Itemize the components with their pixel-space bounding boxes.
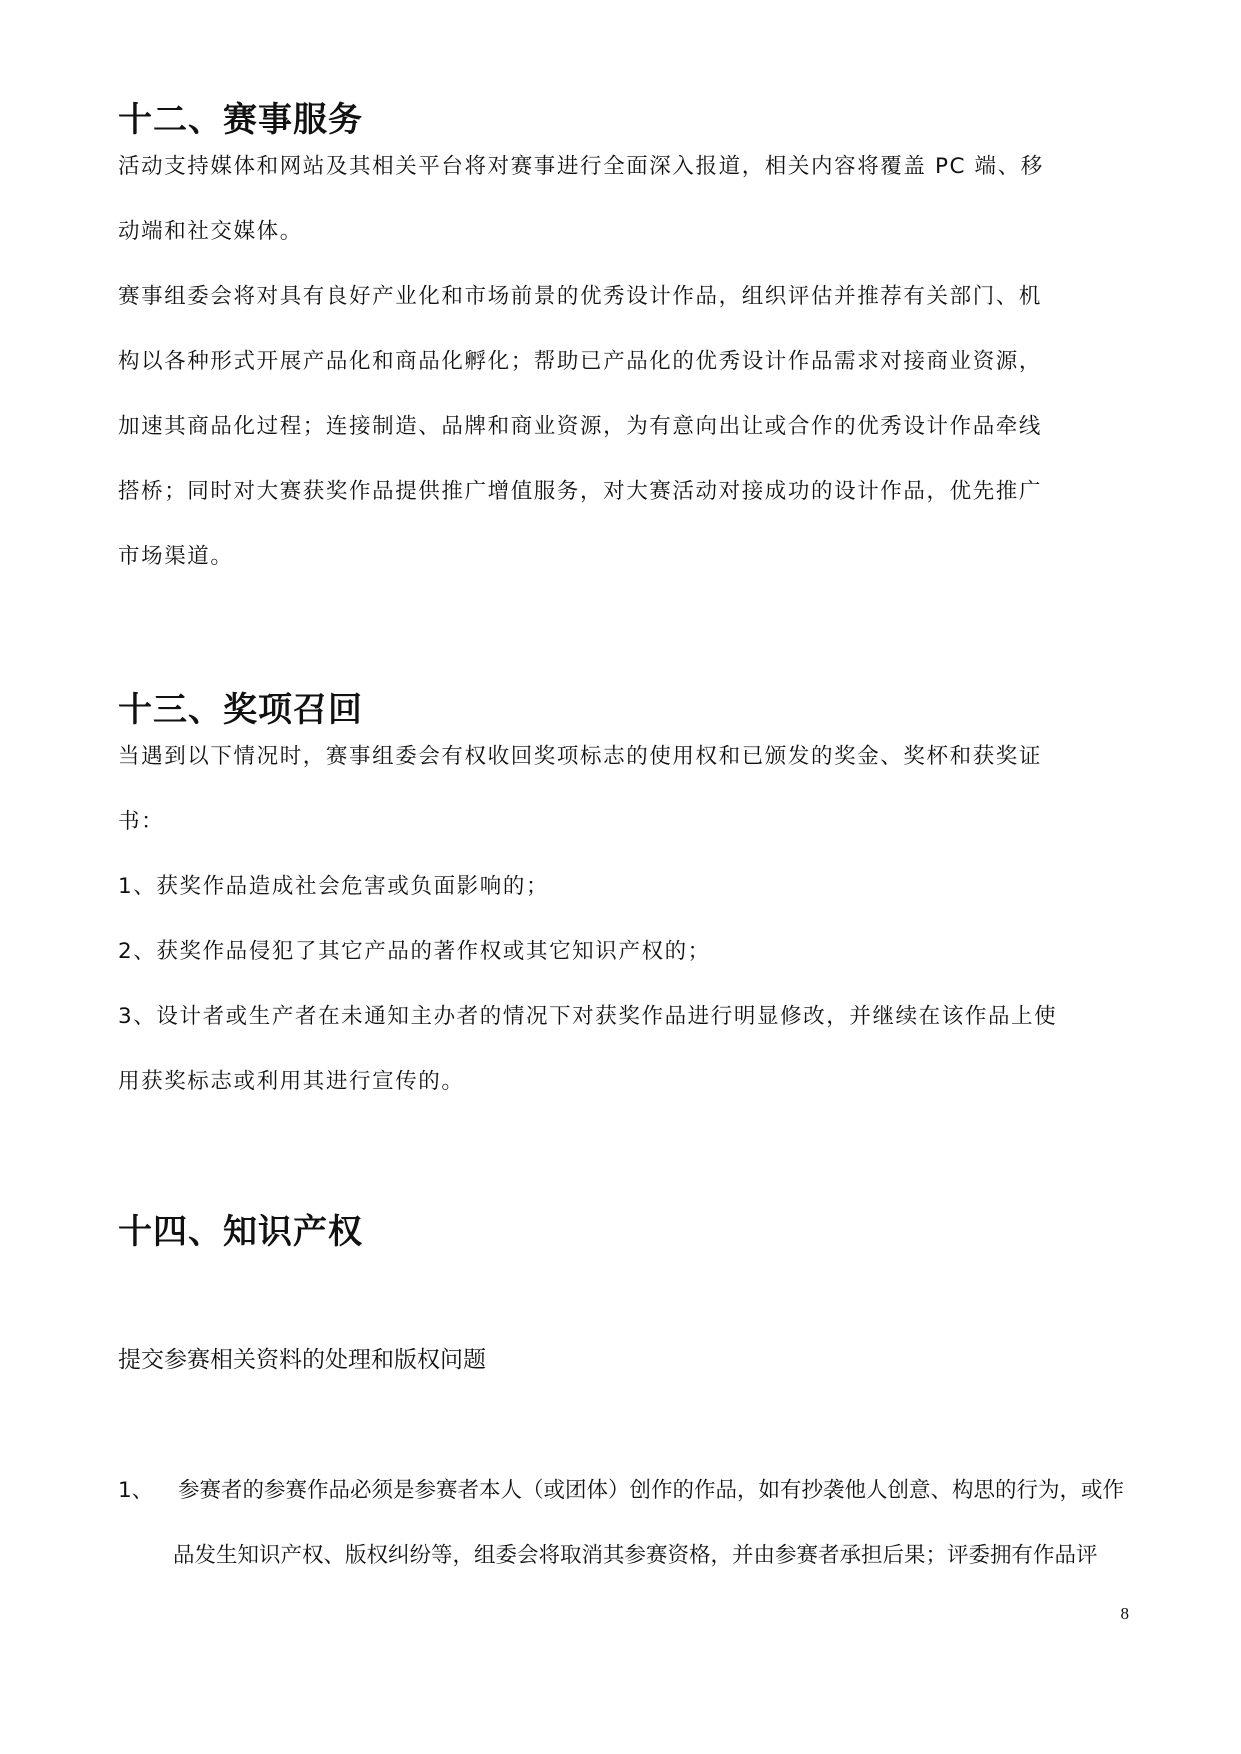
paragraph-line: 动端和社交媒体。 xyxy=(118,219,303,244)
list-item: 3、设计者或生产者在未通知主办者的情况下对获奖作品进行明显修改，并继续在该作品上使 xyxy=(118,1004,1058,1029)
section-12-heading: 十二、赛事服务 xyxy=(118,100,363,140)
section-13-heading: 十三、奖项召回 xyxy=(118,690,363,730)
paragraph-line: 活动支持媒体和网站及其相关平台将对赛事进行全面深入报道，相关内容将覆盖 PC 端、移 xyxy=(118,154,1044,179)
paragraph-line: 搭桥；同时对大赛获奖作品提供推广增值服务，对大赛活动对接成功的设计作品，优先推广 xyxy=(118,479,1043,504)
paragraph-line: 当遇到以下情况时，赛事组委会有权收回奖项标志的使用权和已颁发的奖金、奖杯和获奖证 xyxy=(118,744,1043,769)
paragraph-line: 书： xyxy=(118,809,165,834)
list-item: 1、获奖作品造成社会危害或负面影响的； xyxy=(118,874,550,899)
item-text-line-2: 品发生知识产权、版权纠纷等，组委会将取消其参赛资格，并由参赛者承担后果；评委拥有作品评 xyxy=(173,1543,1098,1568)
section-13-body xyxy=(118,724,1118,1114)
section-12-body xyxy=(118,134,1118,589)
section-14-subtitle: 提交参赛相关资料的处理和版权问题 xyxy=(118,1347,486,1373)
page-number: 8 xyxy=(1120,1604,1129,1623)
item-text-line-1: 参赛者的参赛作品必须是参赛者本人（或团体）创作的作品，如有抄袭他人创意、构思的行为，或作 xyxy=(178,1478,1125,1503)
paragraph-line: 市场渠道。 xyxy=(118,544,234,569)
paragraph-line: 用获奖标志或利用其进行宣传的。 xyxy=(118,1069,465,1094)
item-number: 1、 xyxy=(118,1478,154,1503)
list-item: 2、获奖作品侵犯了其它产品的著作权或其它知识产权的； xyxy=(118,939,711,964)
paragraph-line: 加速其商品化过程；连接制造、品牌和商业资源，为有意向出让或合作的优秀设计作品牵线 xyxy=(118,414,1043,439)
paragraph-line: 赛事组委会将对具有良好产业化和市场前景的优秀设计作品，组织评估并推荐有关部门、机 xyxy=(118,284,1043,309)
paragraph-line: 构以各种形式开展产品化和商品化孵化；帮助已产品化的优秀设计作品需求对接商业资源， xyxy=(118,349,1043,374)
section-14-heading: 十四、知识产权 xyxy=(118,1212,363,1252)
